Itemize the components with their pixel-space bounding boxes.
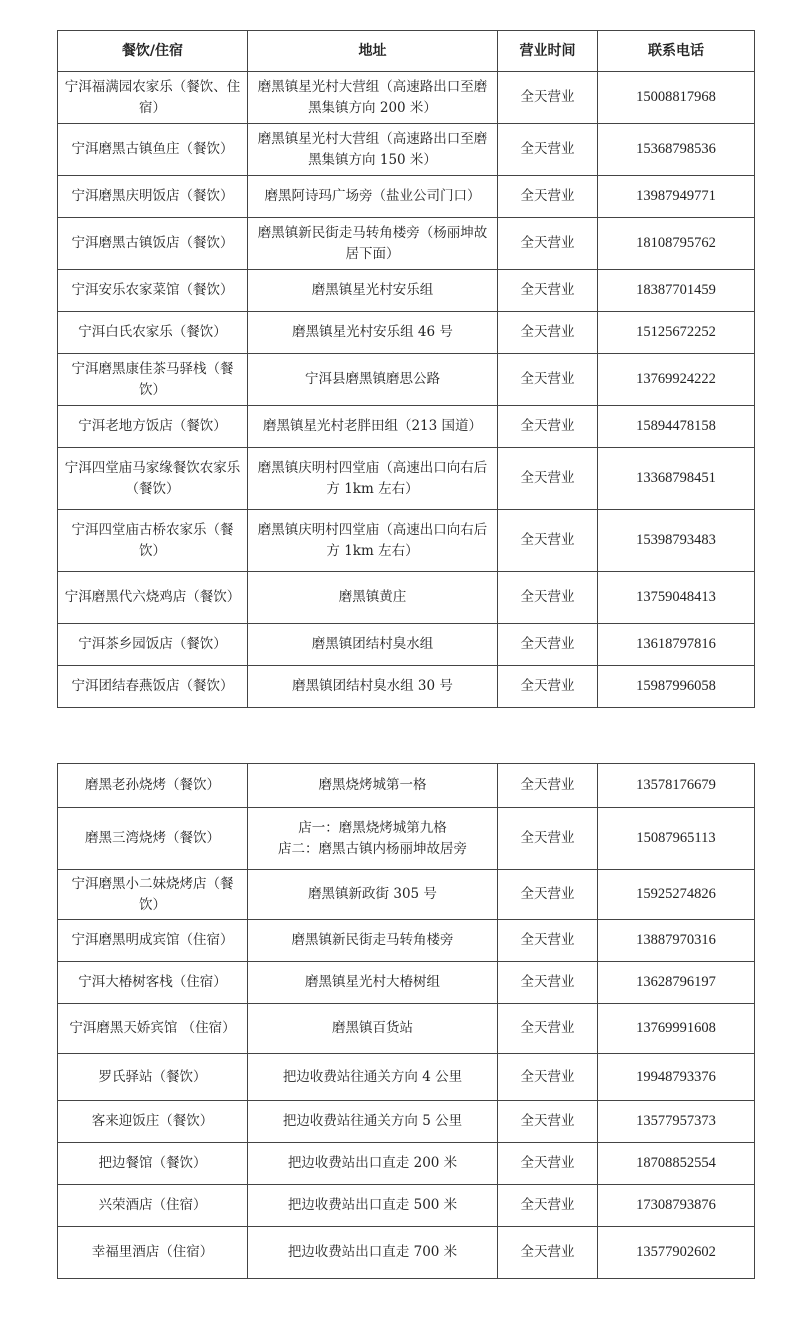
cell-address: 磨黑镇星光村大营组（高速路出口至磨黑集镇方向 200 米） bbox=[248, 72, 498, 124]
cell-hours: 全天营业 bbox=[498, 1101, 598, 1143]
cell-address: 磨黑烧烤城第一格 bbox=[248, 764, 498, 808]
cell-hours: 全天营业 bbox=[498, 448, 598, 510]
cell-hours: 全天营业 bbox=[498, 764, 598, 808]
cell-phone: 15925274826 bbox=[598, 870, 755, 920]
table-row bbox=[58, 920, 755, 962]
cell-name: 磨黑老孙烧烤（餐饮） bbox=[58, 764, 248, 808]
table-row bbox=[58, 1143, 755, 1185]
table-row bbox=[58, 666, 755, 708]
cell-name: 宁洱四堂庙古桥农家乐（餐饮） bbox=[58, 510, 248, 572]
cell-name: 宁洱磨黑天娇宾馆 （住宿） bbox=[58, 1004, 248, 1054]
cell-name: 把边餐馆（餐饮） bbox=[58, 1143, 248, 1185]
cell-address: 磨黑镇新民街走马转角楼旁（杨丽坤故居下面） bbox=[248, 218, 498, 270]
cell-phone: 15398793483 bbox=[598, 510, 755, 572]
table-row bbox=[58, 448, 755, 510]
cell-address bbox=[248, 808, 498, 870]
cell-name: 宁洱磨黑康佳茶马驿栈（餐饮） bbox=[58, 354, 248, 406]
cell-name: 宁洱磨黑小二妹烧烤店（餐饮） bbox=[58, 870, 248, 920]
listing-table-main bbox=[57, 30, 755, 708]
table-row bbox=[58, 962, 755, 1004]
header-address: 地址 bbox=[248, 31, 498, 72]
cell-hours: 全天营业 bbox=[498, 666, 598, 708]
table-row bbox=[58, 870, 755, 920]
cell-name: 宁洱白氏农家乐（餐饮） bbox=[58, 312, 248, 354]
cell-address: 磨黑镇庆明村四堂庙（高速出口向右后方 1km 左右） bbox=[248, 510, 498, 572]
cell-address: 把边收费站往通关方向 5 公里 bbox=[248, 1101, 498, 1143]
cell-hours: 全天营业 bbox=[498, 1054, 598, 1101]
cell-address: 把边收费站往通关方向 4 公里 bbox=[248, 1054, 498, 1101]
cell-phone: 13577902602 bbox=[598, 1227, 755, 1279]
cell-name: 罗氏驿站（餐饮） bbox=[58, 1054, 248, 1101]
cell-address: 磨黑镇新政街 305 号 bbox=[248, 870, 498, 920]
table-row bbox=[58, 624, 755, 666]
cell-name: 宁洱四堂庙马家缘餐饮农家乐（餐饮） bbox=[58, 448, 248, 510]
cell-hours: 全天营业 bbox=[498, 510, 598, 572]
cell-phone: 13628796197 bbox=[598, 962, 755, 1004]
cell-phone: 15894478158 bbox=[598, 406, 755, 448]
table-row bbox=[58, 218, 755, 270]
table-row bbox=[58, 1227, 755, 1279]
cell-phone: 15987996058 bbox=[598, 666, 755, 708]
cell-name: 宁洱磨黑古镇饭店（餐饮） bbox=[58, 218, 248, 270]
header-phone: 联系电话 bbox=[598, 31, 755, 72]
cell-address: 磨黑镇星光村安乐组 bbox=[248, 270, 498, 312]
cell-hours: 全天营业 bbox=[498, 406, 598, 448]
cell-phone: 15087965113 bbox=[598, 808, 755, 870]
cell-address: 磨黑镇星光村大椿树组 bbox=[248, 962, 498, 1004]
cell-hours: 全天营业 bbox=[498, 312, 598, 354]
header-name: 餐饮/住宿 bbox=[58, 31, 248, 72]
cell-phone: 13769924222 bbox=[598, 354, 755, 406]
cell-address: 把边收费站出口直走 700 米 bbox=[248, 1227, 498, 1279]
cell-phone: 18108795762 bbox=[598, 218, 755, 270]
cell-address: 把边收费站出口直走 500 米 bbox=[248, 1185, 498, 1227]
cell-address: 磨黑镇星光村老胖田组（213 国道） bbox=[248, 406, 498, 448]
cell-phone: 15368798536 bbox=[598, 124, 755, 176]
cell-hours: 全天营业 bbox=[498, 72, 598, 124]
table-row bbox=[58, 1004, 755, 1054]
cell-name: 宁洱磨黑庆明饭店（餐饮） bbox=[58, 176, 248, 218]
cell-phone: 18708852554 bbox=[598, 1143, 755, 1185]
table-row bbox=[58, 1185, 755, 1227]
cell-address: 磨黑镇新民街走马转角楼旁 bbox=[248, 920, 498, 962]
cell-name: 宁洱老地方饭店（餐饮） bbox=[58, 406, 248, 448]
cell-name: 宁洱茶乡园饭店（餐饮） bbox=[58, 624, 248, 666]
table-row bbox=[58, 312, 755, 354]
cell-address-line: 店一：磨黑烧烤城第九格 bbox=[298, 819, 447, 836]
cell-name: 幸福里酒店（住宿） bbox=[58, 1227, 248, 1279]
table-row bbox=[58, 176, 755, 218]
header-row bbox=[58, 31, 755, 72]
cell-hours: 全天营业 bbox=[498, 1185, 598, 1227]
cell-phone: 18387701459 bbox=[598, 270, 755, 312]
header-hours: 营业时间 bbox=[498, 31, 598, 72]
cell-name: 宁洱福满园农家乐（餐饮、住宿） bbox=[58, 72, 248, 124]
table-row bbox=[58, 572, 755, 624]
cell-phone: 13887970316 bbox=[598, 920, 755, 962]
cell-phone: 13368798451 bbox=[598, 448, 755, 510]
cell-hours: 全天营业 bbox=[498, 176, 598, 218]
cell-hours: 全天营业 bbox=[498, 270, 598, 312]
cell-hours: 全天营业 bbox=[498, 124, 598, 176]
cell-phone: 13578176679 bbox=[598, 764, 755, 808]
cell-phone: 13618797816 bbox=[598, 624, 755, 666]
table-row bbox=[58, 72, 755, 124]
table-row bbox=[58, 1101, 755, 1143]
table-body-main bbox=[58, 72, 755, 708]
cell-hours: 全天营业 bbox=[498, 218, 598, 270]
cell-hours: 全天营业 bbox=[498, 624, 598, 666]
cell-hours: 全天营业 bbox=[498, 808, 598, 870]
cell-name: 宁洱磨黑古镇鱼庄（餐饮） bbox=[58, 124, 248, 176]
cell-name: 磨黑三湾烧烤（餐饮） bbox=[58, 808, 248, 870]
cell-address: 磨黑镇庆明村四堂庙（高速出口向右后方 1km 左右） bbox=[248, 448, 498, 510]
cell-name: 宁洱磨黑明成宾馆（住宿） bbox=[58, 920, 248, 962]
cell-hours: 全天营业 bbox=[498, 920, 598, 962]
table-row bbox=[58, 510, 755, 572]
cell-hours: 全天营业 bbox=[498, 1143, 598, 1185]
cell-name: 宁洱团结春燕饭店（餐饮） bbox=[58, 666, 248, 708]
cell-address: 把边收费站出口直走 200 米 bbox=[248, 1143, 498, 1185]
cell-address: 磨黑镇星光村大营组（高速路出口至磨黑集镇方向 150 米） bbox=[248, 124, 498, 176]
table-row bbox=[58, 124, 755, 176]
cell-name: 宁洱大椿树客栈（住宿） bbox=[58, 962, 248, 1004]
cell-address: 磨黑阿诗玛广场旁（盐业公司门口） bbox=[248, 176, 498, 218]
cell-address: 磨黑镇团结村臭水组 bbox=[248, 624, 498, 666]
cell-address-line: 店二：磨黑古镇内杨丽坤故居旁 bbox=[278, 840, 467, 857]
cell-phone: 13759048413 bbox=[598, 572, 755, 624]
cell-phone: 17308793876 bbox=[598, 1185, 755, 1227]
table-row bbox=[58, 1054, 755, 1101]
cell-hours: 全天营业 bbox=[498, 962, 598, 1004]
cell-name: 宁洱磨黑代六烧鸡店（餐饮） bbox=[58, 572, 248, 624]
cell-hours: 全天营业 bbox=[498, 1227, 598, 1279]
cell-phone: 13987949771 bbox=[598, 176, 755, 218]
table-row bbox=[58, 406, 755, 448]
table-row bbox=[58, 764, 755, 808]
cell-name: 兴荣酒店（住宿） bbox=[58, 1185, 248, 1227]
cell-phone: 19948793376 bbox=[598, 1054, 755, 1101]
cell-address: 宁洱县磨黑镇磨思公路 bbox=[248, 354, 498, 406]
cell-address: 磨黑镇百货站 bbox=[248, 1004, 498, 1054]
cell-address: 磨黑镇团结村臭水组 30 号 bbox=[248, 666, 498, 708]
table-row bbox=[58, 354, 755, 406]
cell-phone: 15008817968 bbox=[598, 72, 755, 124]
cell-phone: 13769991608 bbox=[598, 1004, 755, 1054]
cell-hours: 全天营业 bbox=[498, 870, 598, 920]
cell-name: 宁洱安乐农家菜馆（餐饮） bbox=[58, 270, 248, 312]
table-body-continued bbox=[58, 764, 755, 1279]
listing-table-continued bbox=[57, 763, 755, 1279]
cell-phone: 13577957373 bbox=[598, 1101, 755, 1143]
cell-address: 磨黑镇星光村安乐组 46 号 bbox=[248, 312, 498, 354]
cell-address: 磨黑镇黄庄 bbox=[248, 572, 498, 624]
table-row bbox=[58, 808, 755, 870]
cell-name: 客来迎饭庄（餐饮） bbox=[58, 1101, 248, 1143]
cell-phone: 15125672252 bbox=[598, 312, 755, 354]
cell-hours: 全天营业 bbox=[498, 354, 598, 406]
table-row bbox=[58, 270, 755, 312]
cell-hours: 全天营业 bbox=[498, 572, 598, 624]
cell-hours: 全天营业 bbox=[498, 1004, 598, 1054]
